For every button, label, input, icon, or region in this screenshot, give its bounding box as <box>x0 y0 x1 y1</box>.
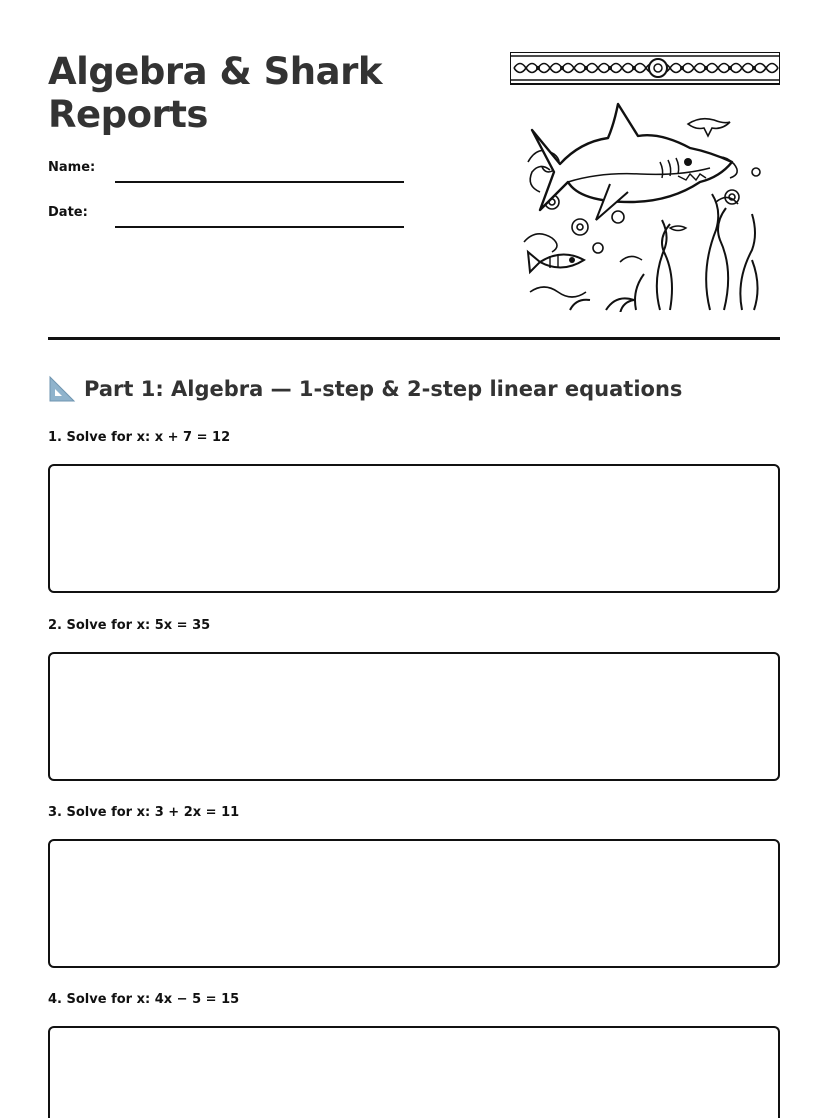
header-divider <box>48 337 780 340</box>
part1-heading-text: Part 1: Algebra — 1-step & 2-step linear equations <box>84 377 683 401</box>
name-field-line[interactable] <box>115 181 404 183</box>
ornamental-border <box>510 52 780 84</box>
question-4-answer-box[interactable] <box>48 1026 780 1118</box>
question-1-label: 1. Solve for x: x + 7 = 12 <box>48 430 231 445</box>
name-label: Name: <box>48 160 96 175</box>
small-fish <box>528 252 584 272</box>
question-1-answer-box[interactable] <box>48 464 780 593</box>
question-3-label: 3. Solve for x: 3 + 2x = 11 <box>48 805 240 820</box>
part1-heading <box>48 374 682 404</box>
manta-ray <box>688 119 730 136</box>
question-3-answer-box[interactable] <box>48 839 780 968</box>
question-2-label: 2. Solve for x: 5x = 35 <box>48 618 211 633</box>
set-square-icon <box>48 375 76 403</box>
date-field-line[interactable] <box>115 226 404 228</box>
question-2-answer-box[interactable] <box>48 652 780 781</box>
question-4-label: 4. Solve for x: 4x − 5 = 15 <box>48 992 240 1007</box>
shark-illustration <box>510 52 780 312</box>
date-label: Date: <box>48 205 88 220</box>
worksheet-title: Algebra & Shark Reports <box>48 50 382 136</box>
